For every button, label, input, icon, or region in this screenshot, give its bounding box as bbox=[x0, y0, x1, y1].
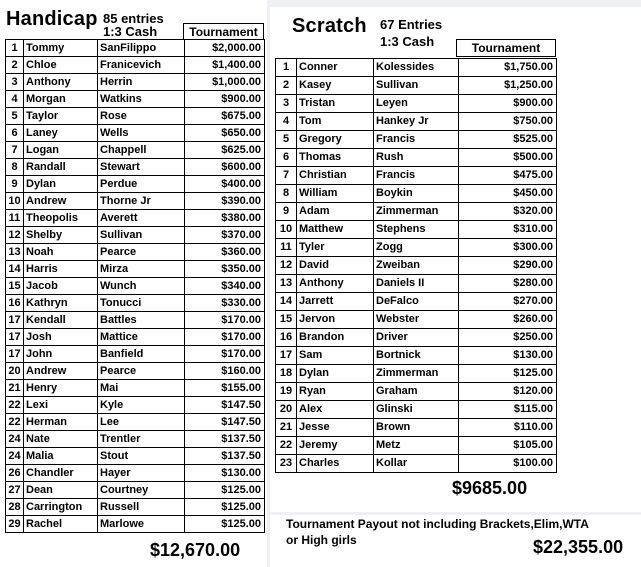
rank-cell: 16 bbox=[6, 295, 24, 312]
payout-cell: $170.00 bbox=[185, 329, 265, 346]
last-name-cell: Bortnick bbox=[374, 347, 459, 365]
rank-cell: 12 bbox=[6, 227, 24, 244]
payout-cell: $350.00 bbox=[185, 261, 265, 278]
first-name-cell: Herman bbox=[24, 414, 98, 431]
payout-cell: $1,400.00 bbox=[185, 57, 265, 74]
payout-cell: $130.00 bbox=[185, 465, 265, 482]
first-name-cell: Alex bbox=[297, 401, 374, 419]
payout-cell: $370.00 bbox=[185, 227, 265, 244]
last-name-cell: Watkins bbox=[98, 91, 185, 108]
scratch-total: $9685.00 bbox=[452, 478, 528, 498]
first-name-cell: Tyler bbox=[297, 239, 374, 257]
first-name-cell: Dylan bbox=[297, 365, 374, 383]
payout-cell: $260.00 bbox=[459, 311, 557, 329]
last-name-cell: Averett bbox=[98, 210, 185, 227]
last-name-cell: Perdue bbox=[98, 176, 185, 193]
table-row bbox=[6, 397, 265, 414]
first-name-cell: Tristan bbox=[297, 95, 374, 113]
rank-cell: 1 bbox=[6, 40, 24, 57]
last-name-cell: Sullivan bbox=[374, 77, 459, 95]
last-name-cell: Driver bbox=[374, 329, 459, 347]
last-name-cell: Zimmerman bbox=[374, 365, 459, 383]
payout-cell: $900.00 bbox=[185, 91, 265, 108]
rank-cell: 11 bbox=[276, 239, 297, 257]
rank-cell: 19 bbox=[276, 383, 297, 401]
payout-cell: $137.50 bbox=[185, 448, 265, 465]
table-row bbox=[6, 380, 265, 397]
rank-cell: 28 bbox=[6, 499, 24, 516]
last-name-cell: Herrin bbox=[98, 74, 185, 91]
rank-cell: 4 bbox=[6, 91, 24, 108]
rank-cell: 27 bbox=[6, 482, 24, 499]
table-row bbox=[6, 108, 265, 125]
last-name-cell: Thorne Jr bbox=[98, 193, 185, 210]
table-row bbox=[276, 59, 557, 77]
payout-cell: $125.00 bbox=[185, 516, 265, 533]
last-name-cell: Stout bbox=[98, 448, 185, 465]
rank-cell: 13 bbox=[276, 275, 297, 293]
payout-cell: $270.00 bbox=[459, 293, 557, 311]
table-row bbox=[276, 167, 557, 185]
rank-cell: 6 bbox=[6, 125, 24, 142]
first-name-cell: Charles bbox=[297, 455, 374, 473]
rank-cell: 21 bbox=[6, 380, 24, 397]
payout-cell: $170.00 bbox=[185, 346, 265, 363]
last-name-cell: Francis bbox=[374, 167, 459, 185]
rank-cell: 9 bbox=[276, 203, 297, 221]
last-name-cell: Chappell bbox=[98, 142, 185, 159]
handicap-cash-ratio: 1:3 Cash bbox=[103, 24, 158, 39]
rank-cell: 17 bbox=[6, 312, 24, 329]
rank-cell: 23 bbox=[276, 455, 297, 473]
table-row bbox=[6, 91, 265, 108]
payout-cell: $100.00 bbox=[459, 455, 557, 473]
table-row bbox=[6, 414, 265, 431]
rank-cell: 14 bbox=[6, 261, 24, 278]
rank-cell: 17 bbox=[6, 346, 24, 363]
last-name-cell: Metz bbox=[374, 437, 459, 455]
panel-gap-bottom bbox=[270, 512, 641, 515]
scratch-title: Scratch bbox=[292, 15, 367, 37]
rank-cell: 3 bbox=[276, 95, 297, 113]
rank-cell: 4 bbox=[276, 113, 297, 131]
rank-cell: 13 bbox=[6, 244, 24, 261]
last-name-cell: Kolessides bbox=[374, 59, 459, 77]
table-row bbox=[6, 482, 265, 499]
payout-cell: $330.00 bbox=[185, 295, 265, 312]
handicap-column-header: Tournament bbox=[183, 23, 264, 40]
last-name-cell: Kyle bbox=[98, 397, 185, 414]
table-row bbox=[276, 329, 557, 347]
table-row bbox=[276, 293, 557, 311]
first-name-cell: Henry bbox=[24, 380, 98, 397]
last-name-cell: Marlowe bbox=[98, 516, 185, 533]
last-name-cell: Rush bbox=[374, 149, 459, 167]
rank-cell: 11 bbox=[6, 210, 24, 227]
table-row bbox=[6, 74, 265, 91]
first-name-cell: Taylor bbox=[24, 108, 98, 125]
payout-cell: $137.50 bbox=[185, 431, 265, 448]
last-name-cell: Banfield bbox=[98, 346, 185, 363]
first-name-cell: Brandon bbox=[297, 329, 374, 347]
table-row bbox=[276, 275, 557, 293]
rank-cell: 29 bbox=[6, 516, 24, 533]
first-name-cell: Kathryn bbox=[24, 295, 98, 312]
table-row bbox=[6, 227, 265, 244]
rank-cell: 21 bbox=[276, 419, 297, 437]
table-row bbox=[276, 185, 557, 203]
first-name-cell: Dean bbox=[24, 482, 98, 499]
first-name-cell: Jacob bbox=[24, 278, 98, 295]
last-name-cell: Sullivan bbox=[98, 227, 185, 244]
rank-cell: 17 bbox=[276, 347, 297, 365]
first-name-cell: Logan bbox=[24, 142, 98, 159]
rank-cell: 9 bbox=[6, 176, 24, 193]
payout-cell: $1,750.00 bbox=[459, 59, 557, 77]
last-name-cell: Stewart bbox=[98, 159, 185, 176]
first-name-cell: Gregory bbox=[297, 131, 374, 149]
table-row bbox=[6, 431, 265, 448]
table-row bbox=[6, 159, 265, 176]
first-name-cell: Tom bbox=[297, 113, 374, 131]
last-name-cell: Kollar bbox=[374, 455, 459, 473]
table-row bbox=[6, 295, 265, 312]
rank-cell: 6 bbox=[276, 149, 297, 167]
payout-cell: $125.00 bbox=[185, 482, 265, 499]
payout-cell: $120.00 bbox=[459, 383, 557, 401]
first-name-cell: Rachel bbox=[24, 516, 98, 533]
first-name-cell: Ryan bbox=[297, 383, 374, 401]
payout-cell: $147.50 bbox=[185, 414, 265, 431]
rank-cell: 22 bbox=[6, 397, 24, 414]
rank-cell: 22 bbox=[6, 414, 24, 431]
last-name-cell: Mai bbox=[98, 380, 185, 397]
rank-cell: 18 bbox=[276, 365, 297, 383]
table-row bbox=[276, 455, 557, 473]
last-name-cell: Hankey Jr bbox=[374, 113, 459, 131]
rank-cell: 24 bbox=[6, 431, 24, 448]
last-name-cell: Pearce bbox=[98, 244, 185, 261]
rank-cell: 20 bbox=[276, 401, 297, 419]
first-name-cell: Laney bbox=[24, 125, 98, 142]
last-name-cell: Zogg bbox=[374, 239, 459, 257]
last-name-cell: Lee bbox=[98, 414, 185, 431]
payout-cell: $600.00 bbox=[185, 159, 265, 176]
payout-cell: $300.00 bbox=[459, 239, 557, 257]
last-name-cell: DeFalco bbox=[374, 293, 459, 311]
payout-cell: $290.00 bbox=[459, 257, 557, 275]
handicap-title: Handicap bbox=[6, 8, 98, 30]
payout-cell: $1,250.00 bbox=[459, 77, 557, 95]
first-name-cell: Adam bbox=[297, 203, 374, 221]
table-row bbox=[276, 77, 557, 95]
first-name-cell: Matthew bbox=[297, 221, 374, 239]
last-name-cell: Graham bbox=[374, 383, 459, 401]
payout-cell: $155.00 bbox=[185, 380, 265, 397]
last-name-cell: Brown bbox=[374, 419, 459, 437]
payout-cell: $130.00 bbox=[459, 347, 557, 365]
rank-cell: 16 bbox=[276, 329, 297, 347]
table-row bbox=[276, 437, 557, 455]
table-row bbox=[276, 131, 557, 149]
first-name-cell: Josh bbox=[24, 329, 98, 346]
last-name-cell: Wunch bbox=[98, 278, 185, 295]
last-name-cell: Battles bbox=[98, 312, 185, 329]
payout-cell: $125.00 bbox=[185, 499, 265, 516]
rank-cell: 5 bbox=[6, 108, 24, 125]
table-row bbox=[6, 244, 265, 261]
table-row bbox=[6, 57, 265, 74]
rank-cell: 7 bbox=[276, 167, 297, 185]
first-name-cell: Shelby bbox=[24, 227, 98, 244]
payout-cell: $250.00 bbox=[459, 329, 557, 347]
first-name-cell: Nate bbox=[24, 431, 98, 448]
payout-cell: $900.00 bbox=[459, 95, 557, 113]
last-name-cell: Russell bbox=[98, 499, 185, 516]
table-row bbox=[6, 193, 265, 210]
payout-cell: $160.00 bbox=[185, 363, 265, 380]
last-name-cell: Stephens bbox=[374, 221, 459, 239]
scratch-cash-ratio: 1:3 Cash bbox=[380, 34, 435, 49]
rank-cell: 14 bbox=[276, 293, 297, 311]
table-row bbox=[276, 149, 557, 167]
first-name-cell: Kendall bbox=[24, 312, 98, 329]
payout-cell: $170.00 bbox=[185, 312, 265, 329]
table-row bbox=[276, 401, 557, 419]
first-name-cell: Randall bbox=[24, 159, 98, 176]
table-row bbox=[6, 448, 265, 465]
payout-cell: $280.00 bbox=[459, 275, 557, 293]
handicap-table bbox=[5, 39, 265, 533]
first-name-cell: Jesse bbox=[297, 419, 374, 437]
payout-cell: $310.00 bbox=[459, 221, 557, 239]
first-name-cell: William bbox=[297, 185, 374, 203]
grand-total: $22,355.00 bbox=[533, 537, 624, 557]
first-name-cell: Jarrett bbox=[297, 293, 374, 311]
rank-cell: 22 bbox=[276, 437, 297, 455]
last-name-cell: Tonucci bbox=[98, 295, 185, 312]
payout-cell: $625.00 bbox=[185, 142, 265, 159]
last-name-cell: SanFilippo bbox=[98, 40, 185, 57]
panel-gap-top bbox=[270, 0, 641, 7]
scratch-table bbox=[275, 58, 557, 473]
rank-cell: 3 bbox=[6, 74, 24, 91]
first-name-cell: Conner bbox=[297, 59, 374, 77]
first-name-cell: Noah bbox=[24, 244, 98, 261]
scratch-entries: 67 Entries bbox=[380, 17, 443, 32]
payout-cell: $1,000.00 bbox=[185, 74, 265, 91]
rank-cell: 12 bbox=[276, 257, 297, 275]
first-name-cell: Kasey bbox=[297, 77, 374, 95]
first-name-cell: Thomas bbox=[297, 149, 374, 167]
payout-cell: $125.00 bbox=[459, 365, 557, 383]
last-name-cell: Zweiban bbox=[374, 257, 459, 275]
rank-cell: 26 bbox=[6, 465, 24, 482]
first-name-cell: Malia bbox=[24, 448, 98, 465]
table-row bbox=[276, 311, 557, 329]
payout-cell: $450.00 bbox=[459, 185, 557, 203]
last-name-cell: Trentler bbox=[98, 431, 185, 448]
payout-cell: $147.50 bbox=[185, 397, 265, 414]
rank-cell: 2 bbox=[6, 57, 24, 74]
payout-cell: $115.00 bbox=[459, 401, 557, 419]
rank-cell: 24 bbox=[6, 448, 24, 465]
payout-cell: $500.00 bbox=[459, 149, 557, 167]
payout-cell: $340.00 bbox=[185, 278, 265, 295]
first-name-cell: Tommy bbox=[24, 40, 98, 57]
table-row bbox=[6, 40, 265, 57]
first-name-cell: Lexi bbox=[24, 397, 98, 414]
first-name-cell: Jervon bbox=[297, 311, 374, 329]
last-name-cell: Francis bbox=[374, 131, 459, 149]
rank-cell: 7 bbox=[6, 142, 24, 159]
last-name-cell: Leyen bbox=[374, 95, 459, 113]
table-row bbox=[6, 278, 265, 295]
first-name-cell: Theopolis bbox=[24, 210, 98, 227]
table-row bbox=[276, 365, 557, 383]
rank-cell: 20 bbox=[6, 363, 24, 380]
table-row bbox=[6, 465, 265, 482]
scratch-column-header: Tournament bbox=[456, 39, 556, 57]
table-row bbox=[276, 419, 557, 437]
payout-cell: $525.00 bbox=[459, 131, 557, 149]
first-name-cell: Chloe bbox=[24, 57, 98, 74]
last-name-cell: Zimmerman bbox=[374, 203, 459, 221]
table-row bbox=[6, 125, 265, 142]
table-row bbox=[6, 176, 265, 193]
table-row bbox=[276, 95, 557, 113]
last-name-cell: Daniels II bbox=[374, 275, 459, 293]
first-name-cell: Andrew bbox=[24, 363, 98, 380]
first-name-cell: Anthony bbox=[24, 74, 98, 91]
payout-cell: $110.00 bbox=[459, 419, 557, 437]
first-name-cell: Chandler bbox=[24, 465, 98, 482]
table-row bbox=[6, 363, 265, 380]
first-name-cell: Christian bbox=[297, 167, 374, 185]
first-name-cell: Carrington bbox=[24, 499, 98, 516]
payout-cell: $380.00 bbox=[185, 210, 265, 227]
first-name-cell: Jeremy bbox=[297, 437, 374, 455]
table-row bbox=[276, 239, 557, 257]
payout-cell: $2,000.00 bbox=[185, 40, 265, 57]
payout-cell: $105.00 bbox=[459, 437, 557, 455]
payout-cell: $650.00 bbox=[185, 125, 265, 142]
last-name-cell: Hayer bbox=[98, 465, 185, 482]
first-name-cell: Anthony bbox=[297, 275, 374, 293]
scratch-panel bbox=[270, 7, 641, 512]
last-name-cell: Boykin bbox=[374, 185, 459, 203]
table-row bbox=[6, 142, 265, 159]
payout-cell: $390.00 bbox=[185, 193, 265, 210]
handicap-total: $12,670.00 bbox=[150, 540, 241, 560]
first-name-cell: Sam bbox=[297, 347, 374, 365]
payout-cell: $675.00 bbox=[185, 108, 265, 125]
rank-cell: 1 bbox=[276, 59, 297, 77]
table-row bbox=[276, 221, 557, 239]
last-name-cell: Webster bbox=[374, 311, 459, 329]
table-row bbox=[276, 113, 557, 131]
table-row bbox=[6, 210, 265, 227]
payout-cell: $360.00 bbox=[185, 244, 265, 261]
last-name-cell: Glinski bbox=[374, 401, 459, 419]
rank-cell: 15 bbox=[6, 278, 24, 295]
table-row bbox=[276, 347, 557, 365]
rank-cell: 8 bbox=[276, 185, 297, 203]
payout-note-line1: Tournament Payout not including Brackets,Elim,WTA bbox=[286, 517, 589, 531]
first-name-cell: Harris bbox=[24, 261, 98, 278]
handicap-entries: 85 entries bbox=[103, 11, 164, 26]
rank-cell: 17 bbox=[6, 329, 24, 346]
payout-cell: $400.00 bbox=[185, 176, 265, 193]
rank-cell: 8 bbox=[6, 159, 24, 176]
last-name-cell: Mattice bbox=[98, 329, 185, 346]
rank-cell: 10 bbox=[6, 193, 24, 210]
last-name-cell: Courtney bbox=[98, 482, 185, 499]
table-row bbox=[6, 499, 265, 516]
table-row bbox=[276, 203, 557, 221]
last-name-cell: Pearce bbox=[98, 363, 185, 380]
last-name-cell: Rose bbox=[98, 108, 185, 125]
rank-cell: 5 bbox=[276, 131, 297, 149]
first-name-cell: Andrew bbox=[24, 193, 98, 210]
table-row bbox=[6, 346, 265, 363]
rank-cell: 10 bbox=[276, 221, 297, 239]
rank-cell: 2 bbox=[276, 77, 297, 95]
first-name-cell: David bbox=[297, 257, 374, 275]
payout-cell: $320.00 bbox=[459, 203, 557, 221]
rank-cell: 15 bbox=[276, 311, 297, 329]
table-row bbox=[276, 383, 557, 401]
handicap-panel bbox=[0, 0, 267, 567]
table-row bbox=[6, 261, 265, 278]
payout-note-line2: or High girls bbox=[286, 533, 357, 547]
last-name-cell: Franicevich bbox=[98, 57, 185, 74]
payout-cell: $750.00 bbox=[459, 113, 557, 131]
table-row bbox=[6, 329, 265, 346]
last-name-cell: Mirza bbox=[98, 261, 185, 278]
table-row bbox=[6, 312, 265, 329]
first-name-cell: John bbox=[24, 346, 98, 363]
first-name-cell: Dylan bbox=[24, 176, 98, 193]
first-name-cell: Morgan bbox=[24, 91, 98, 108]
payout-cell: $475.00 bbox=[459, 167, 557, 185]
last-name-cell: Wells bbox=[98, 125, 185, 142]
table-row bbox=[276, 257, 557, 275]
table-row bbox=[6, 516, 265, 533]
